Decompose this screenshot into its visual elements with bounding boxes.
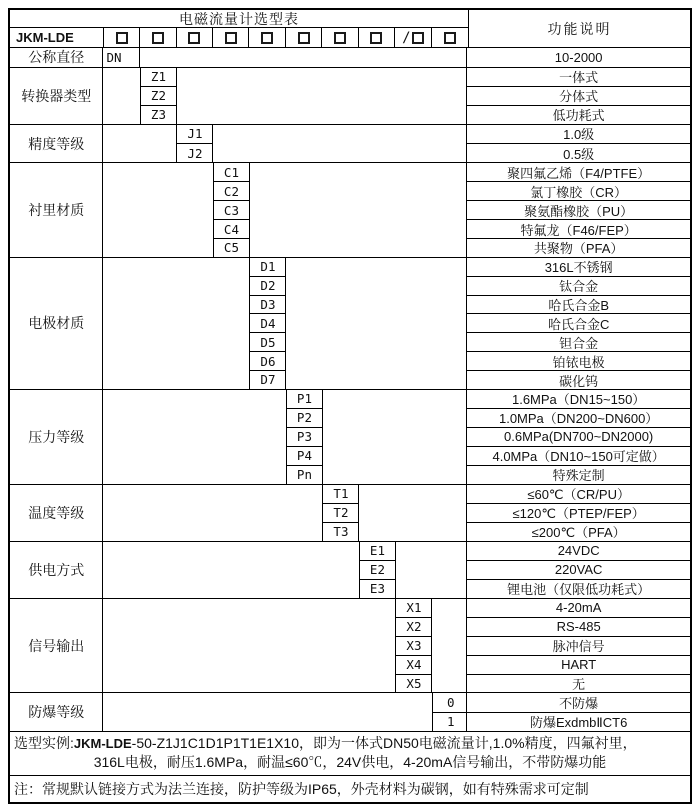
category-power-supply: [10, 541, 690, 598]
category-mid: [103, 390, 466, 484]
function-column-header: 功能说明: [547, 20, 612, 37]
checkbox-cell-8[interactable]: [359, 28, 395, 47]
code-cell: J1: [177, 125, 212, 144]
category-electrode-material: [10, 257, 690, 389]
code-cell: D5: [250, 333, 285, 352]
checkbox-icon[interactable]: [116, 32, 128, 44]
function-cell: 哈氏合金C: [467, 314, 690, 333]
checkbox-cell-2[interactable]: [140, 28, 176, 47]
code-cell: P2: [287, 409, 322, 428]
function-cell: ≤60℃（CR/PU）: [467, 485, 690, 504]
code-cell: Pn: [296, 467, 312, 483]
checkbox-icon[interactable]: [188, 32, 200, 44]
code-cell: X3: [396, 637, 431, 656]
function-cell: 脉冲信号: [467, 637, 690, 656]
function-cell: 1.6MPa（DN15~150）: [467, 390, 690, 409]
function-cell: 不防爆: [467, 693, 690, 712]
model-row: [10, 28, 468, 47]
code-cell: E3: [369, 581, 385, 597]
function-column: [466, 48, 690, 67]
category-mid: [103, 693, 466, 730]
category-mid: [103, 68, 466, 124]
function-column: [466, 390, 690, 484]
function-cell: 220VAC: [467, 561, 690, 580]
function-cell: ≤120℃（PTEP/FEP）: [467, 504, 690, 523]
table-header: [10, 10, 690, 47]
function-column: [466, 693, 690, 730]
code-column: [432, 693, 469, 730]
checkbox-icon[interactable]: [298, 32, 310, 44]
code-cell: C3: [214, 201, 249, 220]
category-mid: [103, 163, 466, 257]
checkbox-cell-4[interactable]: [213, 28, 249, 47]
code-cell: DN: [106, 49, 122, 65]
function-cell: 钛合金: [467, 277, 690, 296]
function-cell: 钽合金: [467, 333, 690, 352]
function-cell: 聚四氟乙烯（F4/PTFE）: [467, 163, 690, 182]
category-label: 压力等级: [10, 390, 103, 484]
category-temperature-rating: [10, 484, 690, 541]
checkbox-icon[interactable]: [412, 32, 424, 44]
note-text: 注：常规默认链接方式为法兰连接，防护等级为IP65，外壳材料为碳钢，如有特殊需求可定制: [10, 775, 690, 802]
category-label: 防爆等级: [10, 693, 103, 730]
checkbox-icon[interactable]: [370, 32, 382, 44]
checkbox-cell-1[interactable]: [104, 28, 140, 47]
code-cell: X1: [396, 599, 431, 618]
function-cell: 分体式: [467, 87, 690, 106]
function-cell: 铂铱电极: [467, 352, 690, 371]
example-line-1: [14, 734, 686, 753]
code-column: [103, 48, 140, 67]
category-explosion-proof: [10, 692, 690, 730]
checkbox-icon[interactable]: [444, 32, 456, 44]
header-left: [10, 10, 469, 47]
function-cell: HART: [467, 656, 690, 675]
code-cell: T3: [333, 524, 349, 540]
category-mid: [103, 485, 466, 541]
selection-example: [10, 731, 690, 775]
function-cell: 1.0级: [467, 125, 690, 144]
checkbox-cell-10[interactable]: [432, 28, 468, 47]
checkbox-cell-5[interactable]: [249, 28, 285, 47]
code-cell: D1: [250, 258, 285, 277]
function-cell: ≤200℃（PFA）: [531, 525, 626, 541]
code-cell: D6: [250, 352, 285, 371]
function-cell: 锂电池（仅限低功耗式）: [507, 582, 651, 598]
code-cell: P1: [287, 390, 322, 409]
category-label: 供电方式: [10, 542, 103, 598]
code-column: [213, 163, 250, 257]
code-cell: X2: [396, 618, 431, 637]
code-column: [359, 542, 396, 598]
code-cell: 0: [433, 693, 469, 712]
function-cell: RS-485: [467, 618, 690, 637]
code-cell: X5: [406, 675, 422, 691]
checkbox-cell-7[interactable]: [322, 28, 358, 47]
code-cell: C4: [214, 220, 249, 239]
code-cell: D2: [250, 277, 285, 296]
code-column: [286, 390, 323, 484]
category-label: 信号输出: [10, 599, 103, 693]
table-title: 电磁流量计选型表: [10, 10, 468, 28]
category-mid: [103, 48, 466, 67]
example-prefix: 选型实例:: [14, 734, 74, 751]
function-cell: 防爆ExdmbⅡCT6: [529, 715, 628, 731]
code-cell: 1: [446, 714, 455, 730]
category-pressure-rating: [10, 389, 690, 484]
checkbox-icon[interactable]: [225, 32, 237, 44]
code-cell: Z2: [141, 87, 176, 106]
function-cell: 0.6MPa(DN700~DN2000): [467, 428, 690, 447]
category-label: 电极材质: [10, 258, 103, 389]
code-cell: D4: [250, 314, 285, 333]
code-cell: X4: [396, 656, 431, 675]
category-signal-output: [10, 598, 690, 693]
code-column: [322, 485, 359, 541]
code-column: [140, 68, 177, 124]
function-cell: 0.5级: [563, 146, 595, 162]
category-label: 衬里材质: [10, 163, 103, 257]
function-cell: 24VDC: [467, 542, 690, 561]
code-column: [176, 125, 213, 162]
function-column: [466, 163, 690, 257]
checkbox-cell-3[interactable]: [177, 28, 213, 47]
code-cell: C1: [214, 163, 249, 182]
function-column: [466, 542, 690, 598]
code-cell: E1: [360, 542, 395, 561]
function-cell: 316L不锈钢: [467, 258, 690, 277]
checkbox-icon[interactable]: [261, 32, 273, 44]
category-label: 精度等级: [10, 125, 103, 162]
function-cell: 氯丁橡胶（CR）: [467, 182, 690, 201]
checkbox-cell-6[interactable]: [286, 28, 322, 47]
code-cell: T2: [323, 504, 358, 523]
code-cell: D3: [250, 296, 285, 315]
category-accuracy-class: [10, 124, 690, 162]
category-nominal-diameter: [10, 47, 690, 67]
code-cell: Z1: [141, 68, 176, 87]
checkbox-icon[interactable]: [152, 32, 164, 44]
function-column: [466, 258, 690, 389]
function-cell: 共聚物（PFA）: [533, 241, 624, 257]
function-column: [466, 485, 690, 541]
function-cell: 碳化钨: [559, 373, 599, 389]
category-mid: [103, 258, 466, 389]
function-cell: 无: [572, 677, 586, 692]
code-cell: E2: [360, 561, 395, 580]
function-cell: 10-2000: [554, 49, 603, 65]
slash-separator: /: [402, 29, 411, 46]
example-line-2: 316L电极，耐压1.6MPa，耐温≤60℃，24V供电，4-20mA信号输出，不带防爆功能: [93, 753, 607, 770]
function-column: [466, 68, 690, 124]
function-cell: 4-20mA: [467, 599, 690, 618]
example-line1-rest: -50-Z1J1C1D1P1T1E1X10，即为一体式DN50电磁流量计,1.0%精度，四氟衬里，: [131, 734, 637, 751]
code-cell: J2: [187, 145, 203, 161]
code-cell: C5: [223, 240, 239, 256]
code-column: [395, 599, 432, 693]
function-cell: 聚氨酯橡胶（PU）: [467, 201, 690, 220]
category-mid: [103, 599, 466, 693]
code-cell: P3: [287, 428, 322, 447]
function-column: [466, 599, 690, 693]
model-code: JKM-LDE: [10, 28, 104, 47]
category-label: 温度等级: [10, 485, 103, 541]
category-label: 公称直径: [10, 48, 103, 67]
code-column: [249, 258, 286, 389]
function-cell: 1.0MPa（DN200~DN600）: [467, 409, 690, 428]
code-cell: P4: [287, 447, 322, 466]
selection-table: [8, 8, 692, 804]
category-liner-material: [10, 162, 690, 257]
checkbox-icon[interactable]: [334, 32, 346, 44]
category-converter-type: [10, 67, 690, 124]
category-label: 转换器类型: [10, 68, 103, 124]
function-column: [466, 125, 690, 162]
function-cell: 4.0MPa（DN10~150可定做）: [467, 447, 690, 466]
function-cell: 特氟龙（F46/FEP）: [467, 220, 690, 239]
function-cell: 特殊定制: [552, 468, 605, 484]
code-cell: C2: [214, 182, 249, 201]
code-cell: T1: [323, 485, 358, 504]
checkbox-cell-9[interactable]: [395, 28, 431, 47]
code-cell: Z3: [150, 107, 166, 123]
example-model-code: JKM-LDE: [73, 735, 132, 751]
code-cell: D7: [260, 372, 276, 388]
function-cell: 低功耗式: [552, 108, 605, 124]
function-cell: 哈氏合金B: [467, 296, 690, 315]
category-mid: [103, 542, 466, 598]
function-cell: 一体式: [467, 68, 690, 87]
category-mid: [103, 125, 466, 162]
